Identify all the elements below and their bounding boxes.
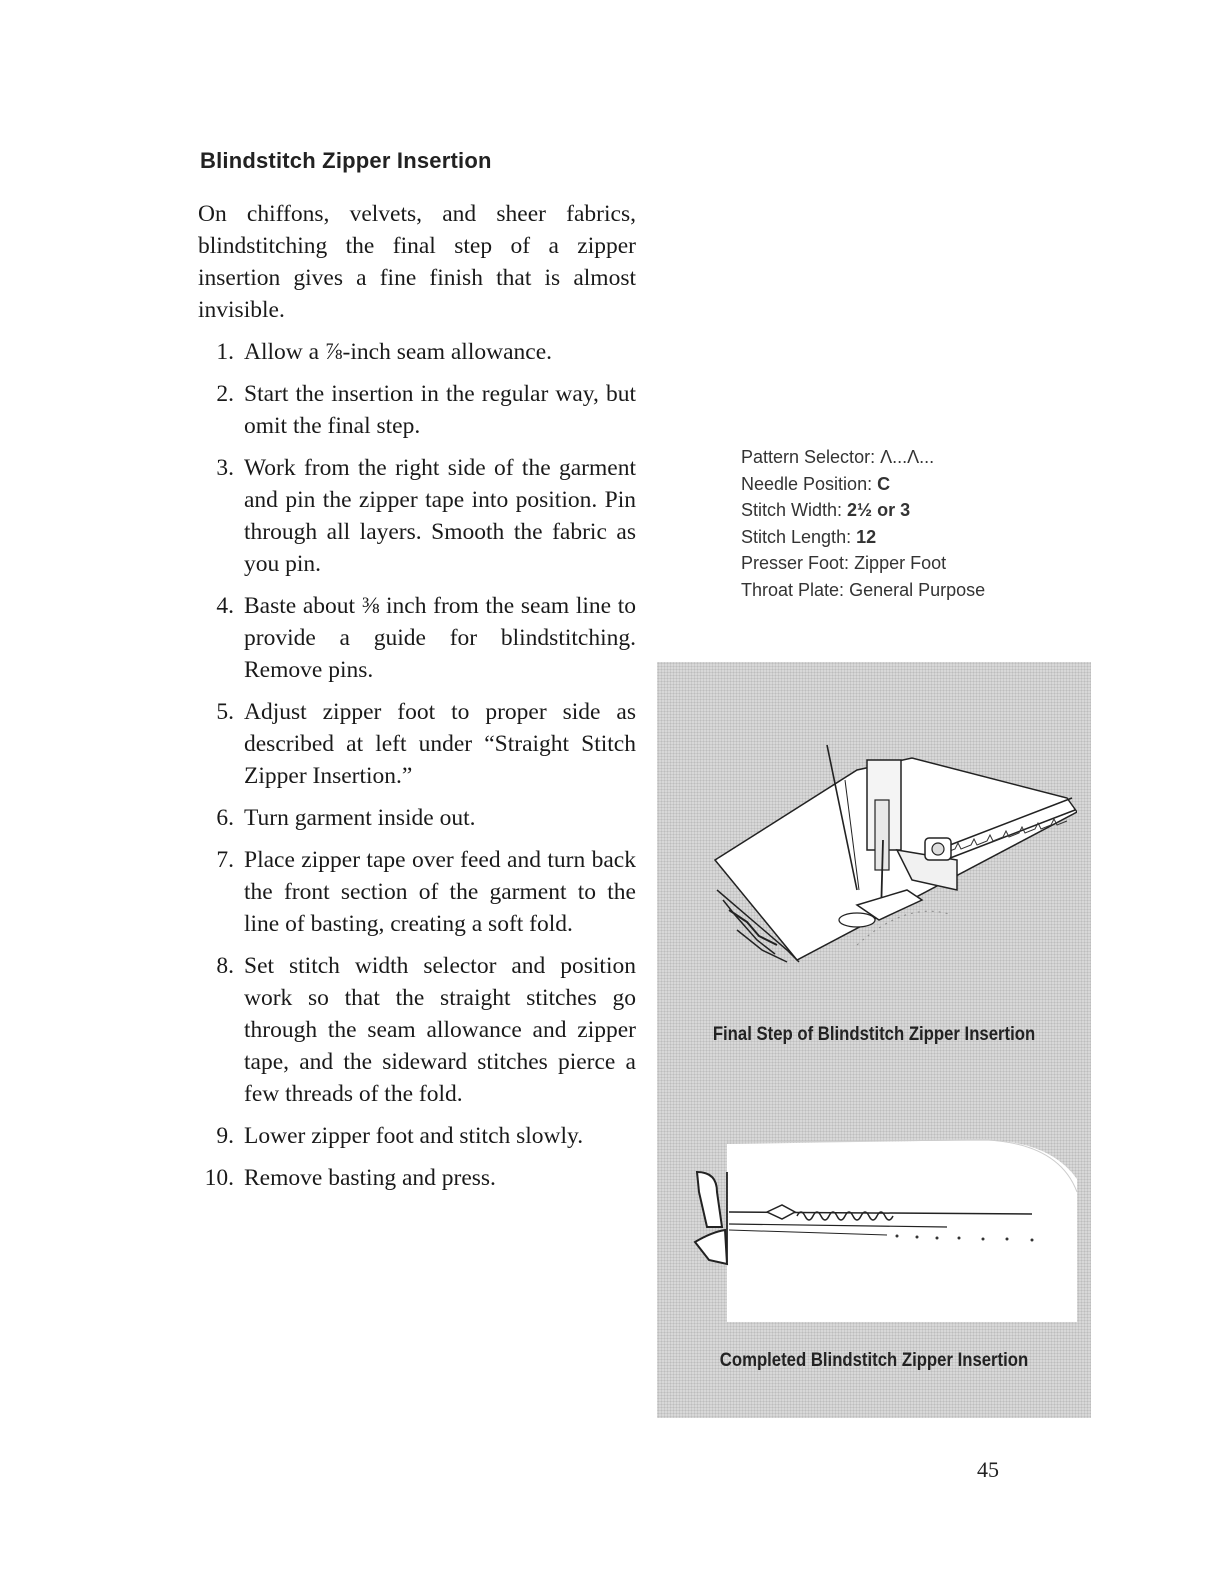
illustration-panel bbox=[657, 662, 1091, 1418]
intro-paragraph: On chiffons, velvets, and sheer fabrics, blindstitching the final step of a zipper insertion gives a fine finish that is almost invisible. bbox=[198, 201, 636, 323]
step-text: Set stitch width selector and position work so that the straight stitches go through the seam allowance and zipper tape, and the sideward stitches pierce a few threads of the fold. bbox=[244, 953, 636, 1107]
setting-value: General Purpose bbox=[849, 579, 986, 600]
step-text: Turn garment inside out. bbox=[244, 805, 476, 831]
step-text: Lower zipper foot and stitch slowly. bbox=[244, 1123, 584, 1149]
completed-zipper-illustration bbox=[687, 1132, 1077, 1332]
presser-foot-row bbox=[741, 550, 985, 577]
setting-label: Pattern Selector: bbox=[741, 447, 876, 467]
step-item bbox=[198, 844, 636, 940]
figure-caption-final-step: Final Step of Blindstitch Zipper Insertion bbox=[712, 1024, 1036, 1045]
step-item bbox=[198, 696, 636, 792]
step-item bbox=[198, 590, 636, 686]
step-text: Place zipper tape over feed and turn back the front section of the garment to the line of basting, creating a soft fold. bbox=[244, 847, 636, 937]
step-text: Baste about ⅜ inch from the seam line to provide a guide for blindstitching. Remove pins. bbox=[244, 593, 636, 683]
step-text: Start the insertion in the regular way, but omit the final step. bbox=[244, 381, 636, 439]
throat-plate-row bbox=[741, 577, 985, 604]
step-number: 4. bbox=[216, 593, 234, 619]
step-number: 6. bbox=[216, 805, 234, 831]
step-text: Work from the right side of the garment and pin the zipper tape into position. Pin through all layers. Smooth the fabric as you pin. bbox=[244, 455, 636, 577]
step-item bbox=[198, 1120, 636, 1152]
setting-value: Zipper Foot bbox=[854, 553, 947, 573]
step-number: 7. bbox=[216, 847, 234, 873]
setting-value: 2½ or 3 bbox=[847, 500, 911, 520]
setting-label: Needle Position: bbox=[741, 473, 873, 494]
step-item bbox=[198, 1162, 636, 1194]
figure-caption-completed: Completed Blindstitch Zipper Insertion bbox=[719, 1350, 1029, 1371]
setting-value: C bbox=[877, 473, 891, 494]
setting-label: Presser Foot: bbox=[741, 553, 850, 573]
pattern-selector-row bbox=[741, 444, 985, 471]
step-item bbox=[198, 950, 636, 1110]
step-text: Allow a ⅞-inch seam allowance. bbox=[244, 339, 553, 365]
setting-value: 12 bbox=[856, 526, 877, 547]
step-number: 9. bbox=[216, 1123, 234, 1149]
step-number: 8. bbox=[216, 953, 234, 979]
steps-list bbox=[198, 336, 636, 1204]
page-number: 45 bbox=[977, 1457, 999, 1482]
step-item bbox=[198, 802, 636, 834]
step-number: 10. bbox=[204, 1165, 234, 1191]
step-number: 2. bbox=[216, 381, 234, 407]
stitch-length-row bbox=[741, 524, 985, 551]
step-text: Remove basting and press. bbox=[244, 1165, 496, 1191]
step-item bbox=[198, 378, 636, 442]
setting-label: Stitch Width: bbox=[741, 500, 843, 520]
step-item bbox=[198, 452, 636, 580]
step-number: 1. bbox=[216, 339, 234, 365]
needle-position-row bbox=[741, 471, 985, 498]
step-text: Adjust zipper foot to proper side as described at left under “Straight Stitch Zipper Insertion.” bbox=[244, 699, 636, 789]
setting-label: Stitch Length: bbox=[741, 526, 852, 547]
machine-settings bbox=[741, 444, 985, 603]
step-item bbox=[198, 336, 636, 368]
pattern-symbol: Λ...Λ... bbox=[880, 447, 935, 467]
stitch-width-row bbox=[741, 497, 985, 524]
section-heading: Blindstitch Zipper Insertion bbox=[200, 148, 492, 173]
step-number: 5. bbox=[216, 699, 234, 725]
setting-label: Throat Plate: bbox=[741, 579, 845, 600]
step-number: 3. bbox=[216, 455, 234, 481]
zipper-foot-illustration bbox=[707, 740, 1077, 970]
